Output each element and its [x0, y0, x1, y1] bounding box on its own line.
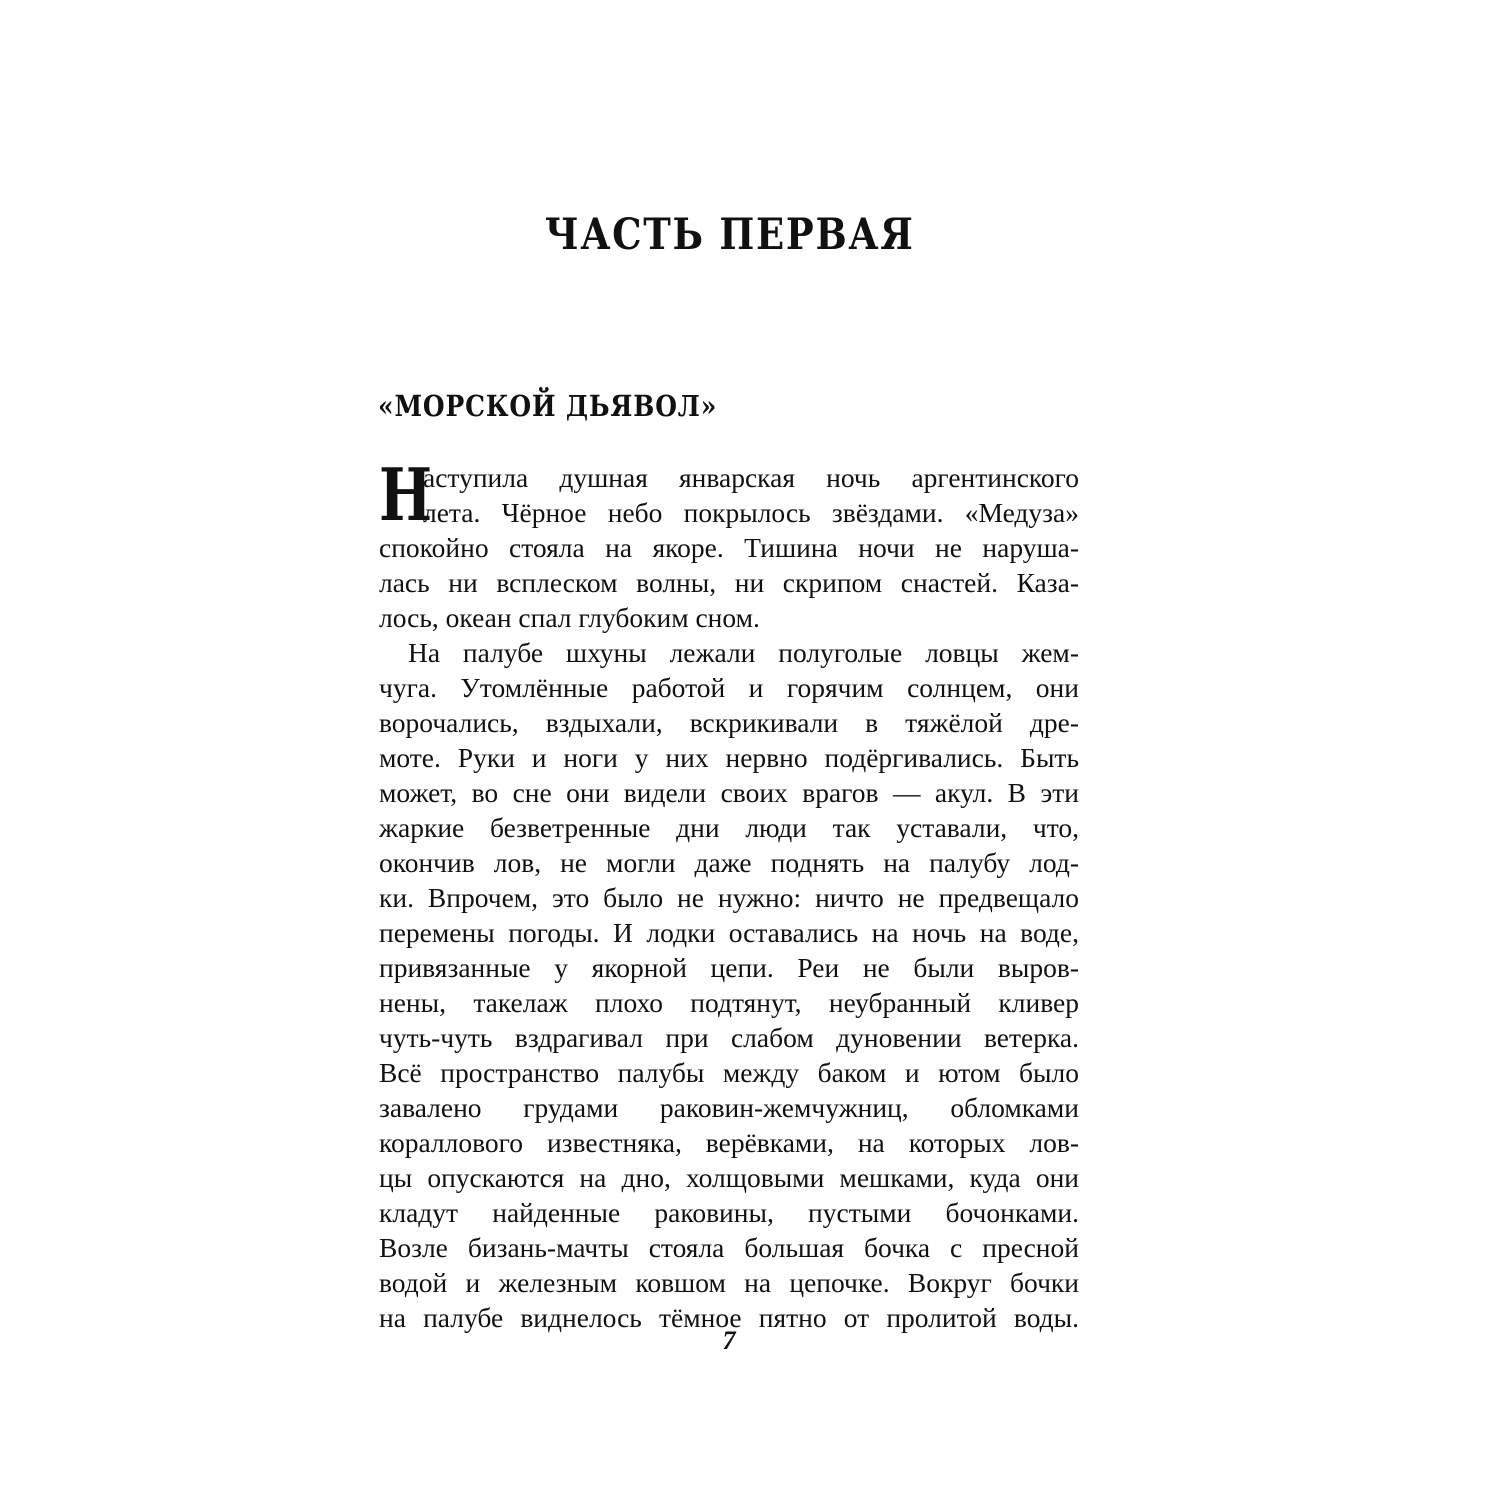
- text-line: водой и железным ковшом на цепочке. Вокруг бочки: [379, 1267, 1079, 1298]
- text-line: цы опускаются на дно, холщовыми мешками, куда они: [379, 1162, 1079, 1193]
- text-line: чуга. Утомлённые работой и горячим солнцем, они: [379, 672, 1079, 703]
- text-line: На палубе шхуны лежали полуголые ловцы жем-: [408, 637, 1079, 668]
- drop-cap-letter: Н: [379, 452, 433, 537]
- text-line: нены, такелаж плохо подтянут, неубранный кливер: [379, 987, 1079, 1018]
- body-text: [379, 452, 1079, 1335]
- text-line: перемены погоды. И лодки оставались на ночь на воде,: [379, 917, 1079, 948]
- paragraph-1: [379, 452, 1079, 635]
- text-line: привязанные у якорной цепи. Реи не были выров-: [379, 952, 1079, 983]
- text-line: лось, океан спал глубоким сном.: [379, 602, 760, 633]
- text-line: ки. Впрочем, это было не нужно: ничто не предвещало: [379, 882, 1079, 913]
- text-line: Всё пространство палубы между баком и ютом было: [379, 1057, 1079, 1088]
- paragraph-2: [379, 635, 1079, 1335]
- text-line: кладут найденные раковины, пустыми бочонками.: [379, 1197, 1079, 1228]
- text-line: лета. Чёрное небо покрылось звёздами. «Медуза»: [423, 497, 1079, 528]
- chapter-title: «МОРСКОЙ ДЬЯВОЛ»: [378, 389, 718, 423]
- text-line: завалено грудами раковин-жемчужниц, обломками: [379, 1092, 1079, 1123]
- text-line: аступила душная январская ночь аргентинского: [423, 462, 1079, 493]
- text-line: Возле бизань-мачты стояла большая бочка с пресной: [379, 1232, 1079, 1263]
- page-number: 7: [722, 1326, 736, 1355]
- text-line: на палубе виднелось тёмное пятно от пролитой воды.: [379, 1302, 1079, 1333]
- text-line: может, во сне они видели своих врагов — акул. В эти: [379, 777, 1079, 808]
- text-line: лась ни всплеском волны, ни скрипом снастей. Каза-: [379, 567, 1079, 598]
- text-line: жаркие безветренные дни люди так уставали, что,: [379, 812, 1079, 843]
- text-line: кораллового известняка, верёвками, на которых лов-: [379, 1127, 1079, 1158]
- text-line: окончив лов, не могли даже поднять на палубу лод-: [379, 847, 1079, 878]
- text-line: спокойно стояла на якоре. Тишина ночи не наруша-: [379, 532, 1079, 563]
- part-title: ЧАСТЬ ПЕРВАЯ: [544, 210, 915, 260]
- text-line: чуть-чуть вздрагивал при слабом дуновении ветерка.: [379, 1022, 1079, 1053]
- text-line: ворочались, вздыхали, вскрикивали в тяжёлой дре-: [379, 707, 1079, 738]
- text-line: моте. Руки и ноги у них нервно подёргивались. Быть: [379, 742, 1079, 773]
